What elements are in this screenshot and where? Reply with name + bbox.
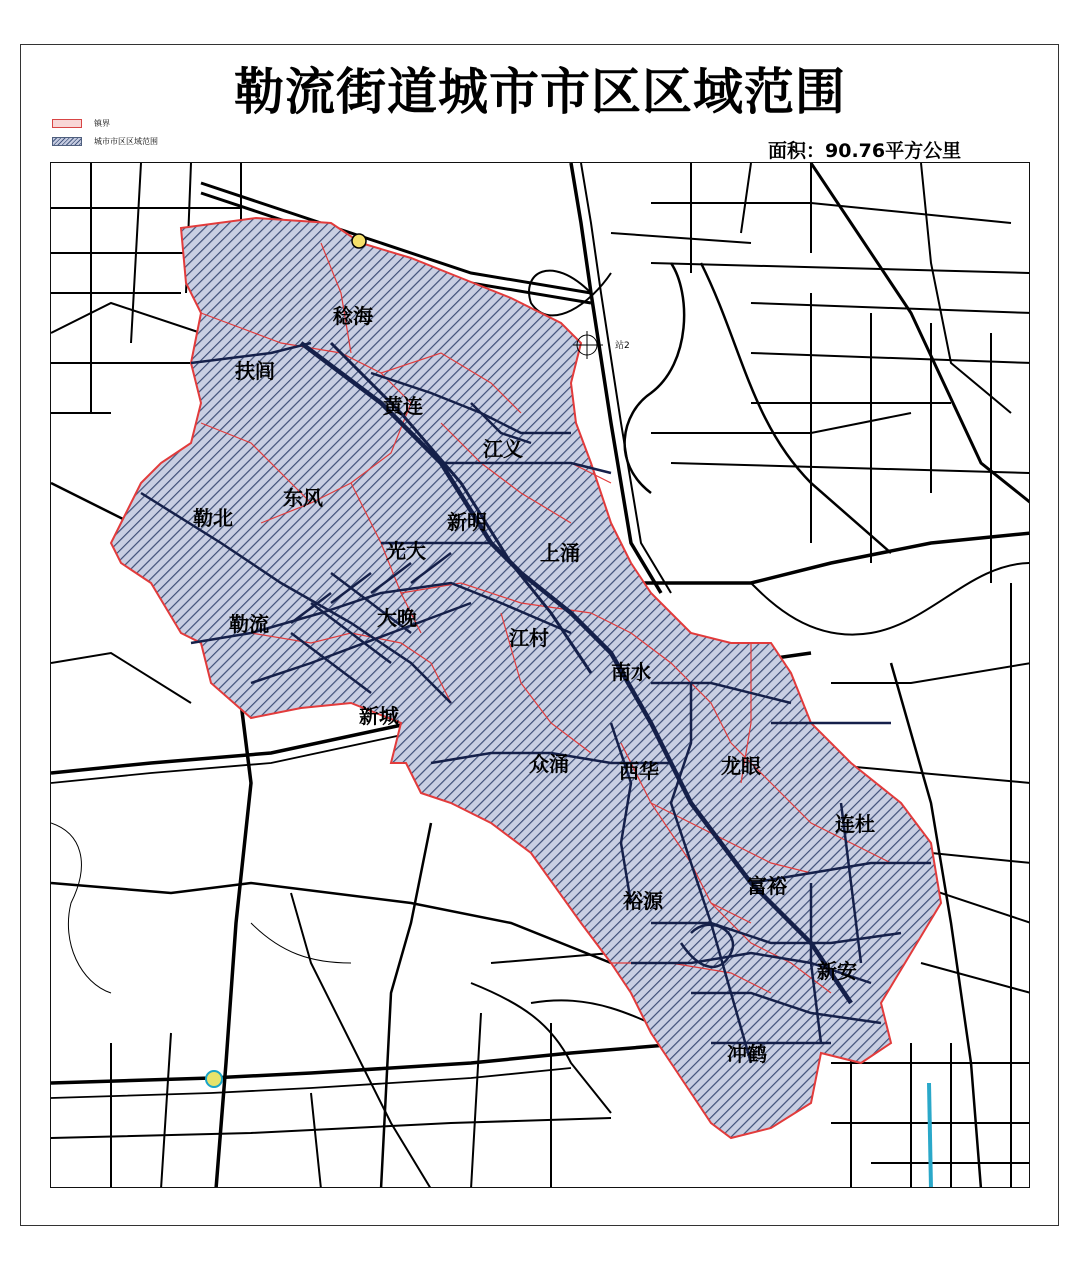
legend-item-boundary <box>52 114 158 132</box>
district-label: 勒流 <box>229 612 269 636</box>
district-label: 富裕 <box>747 874 787 898</box>
district-label: 勒北 <box>193 506 233 530</box>
district-label: 江村 <box>509 626 549 650</box>
map-svg <box>51 163 1030 1188</box>
district-label: 众涌 <box>529 752 569 776</box>
district-label: 扶闾 <box>235 359 275 383</box>
district-label: 新安 <box>817 959 857 983</box>
district-label: 南水 <box>611 660 651 684</box>
district-label: 黄连 <box>383 394 423 418</box>
boundary-swatch-icon <box>52 119 82 128</box>
legend <box>52 114 158 150</box>
district-label: 连杜 <box>835 812 875 836</box>
area-note: 面积：90.76平方公里 <box>768 140 962 162</box>
district-label: 稔海 <box>333 304 373 328</box>
district-label: 上涌 <box>540 541 580 565</box>
district-label: 光大 <box>386 539 426 563</box>
river-segment <box>929 1083 931 1188</box>
district-label: 西华 <box>619 759 659 783</box>
district-label: 龙眼 <box>721 754 761 778</box>
hatched-area-swatch-icon <box>52 137 82 146</box>
district-label: 冲鹤 <box>727 1042 767 1066</box>
district-label: 东风 <box>283 486 323 510</box>
district-label: 新明 <box>447 510 487 534</box>
southwest-interchange-icon <box>206 1071 222 1087</box>
district-label: 裕源 <box>623 889 663 913</box>
map-canvas <box>50 162 1030 1188</box>
station-marker-label: 站2 <box>615 341 630 351</box>
legend-label-area: 城市市区区域范围 <box>94 136 158 146</box>
district-label: 江义 <box>483 437 523 461</box>
map-title: 勒流街道城市市区区域范围 <box>234 63 846 121</box>
top-interchange-icon <box>352 234 366 248</box>
district-label: 新城 <box>359 704 399 728</box>
legend-item-area <box>52 132 158 150</box>
district-label: 大晚 <box>377 606 417 630</box>
legend-label-boundary: 镇界 <box>94 118 110 128</box>
